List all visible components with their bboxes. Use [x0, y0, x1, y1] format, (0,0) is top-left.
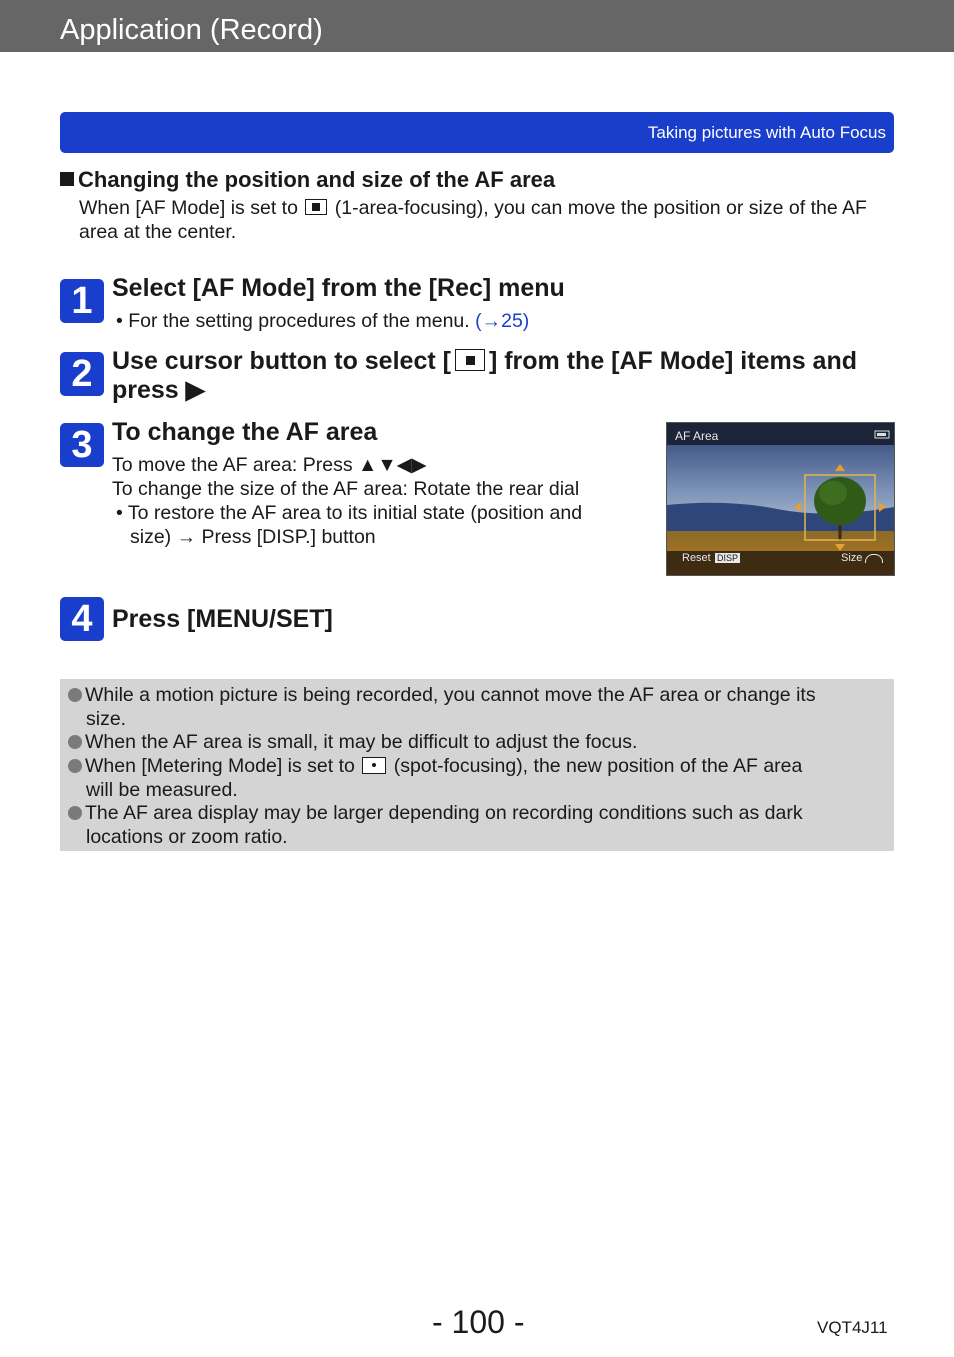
page-title: Application (Record): [60, 14, 323, 46]
camera-disp-label: DISP: [717, 553, 739, 563]
header-bar: [0, 0, 954, 52]
step-2-title: Use cursor button to select [ ] from the [AF Mode] items and press ▶: [112, 347, 858, 404]
camera-reset-label: Reset: [682, 552, 711, 564]
one-area-af-icon: [455, 349, 485, 371]
note-item: When the AF area is small, it may be difficult to adjust the focus.: [68, 730, 888, 754]
step-3-body: To move the AF area: Press ▲▼◀▶ To change the size of the AF area: Rotate the rear dial • To restore the AF area to its initial state (position and size) → Press [DISP.] button: [112, 454, 583, 548]
note-item: While a motion picture is being recorded, you cannot move the AF area or change its size.: [68, 683, 888, 731]
camera-size-label: Size: [841, 552, 863, 564]
step-4-number: 4: [60, 597, 104, 641]
subsection-intro: When [AF Mode] is set to (1-area-focusing), you can move the position or size of the AF area at the center.: [79, 197, 867, 243]
document-code: VQT4J11: [817, 1318, 888, 1337]
notes-box: [60, 679, 894, 851]
bullet-icon: [68, 735, 82, 749]
section-banner: [60, 112, 894, 153]
section-label: Taking pictures with Auto Focus: [647, 123, 886, 142]
step-2-number: 2: [60, 352, 104, 396]
step-1-body: • For the setting procedures of the menu. (→25): [116, 310, 530, 332]
note-item: When [Metering Mode] is set to (spot-focusing), the new position of the AF area will be measured.: [68, 754, 888, 802]
bullet-icon: [68, 759, 82, 773]
square-bullet-icon: [60, 172, 74, 186]
step-1-title: Select [AF Mode] from the [Rec] menu: [112, 274, 565, 302]
page-number: - 100 -: [432, 1304, 525, 1340]
step-3-number: 3: [60, 423, 104, 467]
bullet-icon: [68, 806, 82, 820]
camera-screen-image: [666, 422, 895, 576]
step-4-title: Press [MENU/SET]: [112, 605, 333, 633]
page-link[interactable]: (→25): [475, 310, 530, 332]
one-area-af-icon: [305, 199, 327, 215]
step-1-number: 1: [60, 279, 104, 323]
camera-screen-title: AF Area: [675, 429, 719, 443]
rear-dial-icon: [865, 554, 883, 563]
subsection-heading: Changing the position and size of the AF area: [60, 167, 555, 193]
spot-metering-icon: [362, 757, 386, 774]
note-item: The AF area display may be larger depending on recording conditions such as dark locations or zoom ratio.: [68, 801, 888, 849]
bullet-icon: [68, 688, 82, 702]
step-3-title: To change the AF area: [112, 418, 378, 446]
